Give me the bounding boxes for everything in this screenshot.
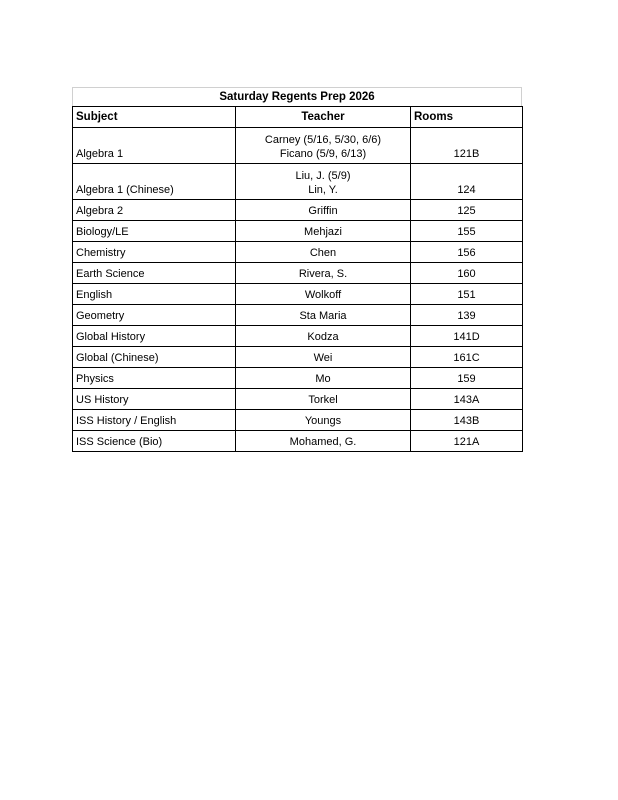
schedule-sheet <box>72 87 522 452</box>
subject-cell: Global (Chinese) <box>73 347 236 368</box>
subject-cell: Geometry <box>73 305 236 326</box>
teacher-cell <box>236 410 411 431</box>
room-cell: 124 <box>411 164 523 200</box>
teacher-name: Wolkoff <box>304 289 342 301</box>
room-cell: 141D <box>411 326 523 347</box>
teacher-cell <box>236 347 411 368</box>
subject-cell: Algebra 2 <box>73 200 236 221</box>
table-row <box>73 221 523 242</box>
subject-cell: ISS History / English <box>73 410 236 431</box>
table-row <box>73 128 523 164</box>
teacher-name: Liu, J. (5/9) <box>295 170 351 182</box>
teacher-cell <box>236 284 411 305</box>
room-cell: 161C <box>411 347 523 368</box>
subject-column-header: Subject <box>73 107 236 128</box>
subject-cell: ISS Science (Bio) <box>73 431 236 452</box>
teacher-cell <box>236 389 411 410</box>
teacher-cell <box>236 200 411 221</box>
teacher-cell <box>236 368 411 389</box>
room-cell: 121B <box>411 128 523 164</box>
room-cell: 143B <box>411 410 523 431</box>
teacher-cell <box>236 305 411 326</box>
teacher-name: Wei <box>313 352 333 364</box>
subject-cell: English <box>73 284 236 305</box>
teacher-name: Ficano (5/9, 6/13) <box>279 148 367 160</box>
subject-cell: Physics <box>73 368 236 389</box>
subject-cell: Biology/LE <box>73 221 236 242</box>
teacher-cell <box>236 242 411 263</box>
teacher-name: Mohamed, G. <box>289 436 357 448</box>
rooms-column-header: Rooms <box>411 107 523 128</box>
room-cell: 125 <box>411 200 523 221</box>
teacher-name: Mo <box>315 373 331 385</box>
table-row <box>73 389 523 410</box>
table-row <box>73 368 523 389</box>
schedule-table <box>72 106 523 452</box>
teacher-name: Chen <box>309 247 337 259</box>
subject-cell: Algebra 1 (Chinese) <box>73 164 236 200</box>
subject-cell: Global History <box>73 326 236 347</box>
teacher-cell <box>236 263 411 284</box>
table-row <box>73 431 523 452</box>
teacher-name: Lin, Y. <box>308 184 338 196</box>
teacher-name: Carney (5/16, 5/30, 6/6) <box>264 134 382 146</box>
room-cell: 156 <box>411 242 523 263</box>
room-cell: 151 <box>411 284 523 305</box>
subject-cell: Chemistry <box>73 242 236 263</box>
teacher-cell <box>236 326 411 347</box>
table-row <box>73 242 523 263</box>
table-row <box>73 284 523 305</box>
teacher-name: Rivera, S. <box>298 268 348 280</box>
teacher-cell <box>236 431 411 452</box>
table-row <box>73 200 523 221</box>
teacher-name: Kodza <box>307 331 339 343</box>
teacher-name: Torkel <box>308 394 338 406</box>
teacher-column-header: Teacher <box>236 107 411 128</box>
schedule-rows <box>73 128 523 452</box>
subject-cell: US History <box>73 389 236 410</box>
room-cell: 160 <box>411 263 523 284</box>
table-row <box>73 410 523 431</box>
teacher-name: Youngs <box>304 415 342 427</box>
table-row <box>73 164 523 200</box>
schedule-title: Saturday Regents Prep 2026 <box>72 87 522 106</box>
teacher-name: Mehjazi <box>304 226 342 238</box>
header-row <box>73 107 523 128</box>
teacher-name: Sta Maria <box>299 310 347 322</box>
table-row <box>73 263 523 284</box>
room-cell: 121A <box>411 431 523 452</box>
table-row <box>73 326 523 347</box>
room-cell: 155 <box>411 221 523 242</box>
subject-cell: Algebra 1 <box>73 128 236 164</box>
table-row <box>73 347 523 368</box>
room-cell: 143A <box>411 389 523 410</box>
room-cell: 139 <box>411 305 523 326</box>
teacher-name: Griffin <box>308 205 338 217</box>
teacher-cell <box>236 164 411 200</box>
teacher-cell <box>236 221 411 242</box>
subject-cell: Earth Science <box>73 263 236 284</box>
room-cell: 159 <box>411 368 523 389</box>
teacher-cell <box>236 128 411 164</box>
table-row <box>73 305 523 326</box>
